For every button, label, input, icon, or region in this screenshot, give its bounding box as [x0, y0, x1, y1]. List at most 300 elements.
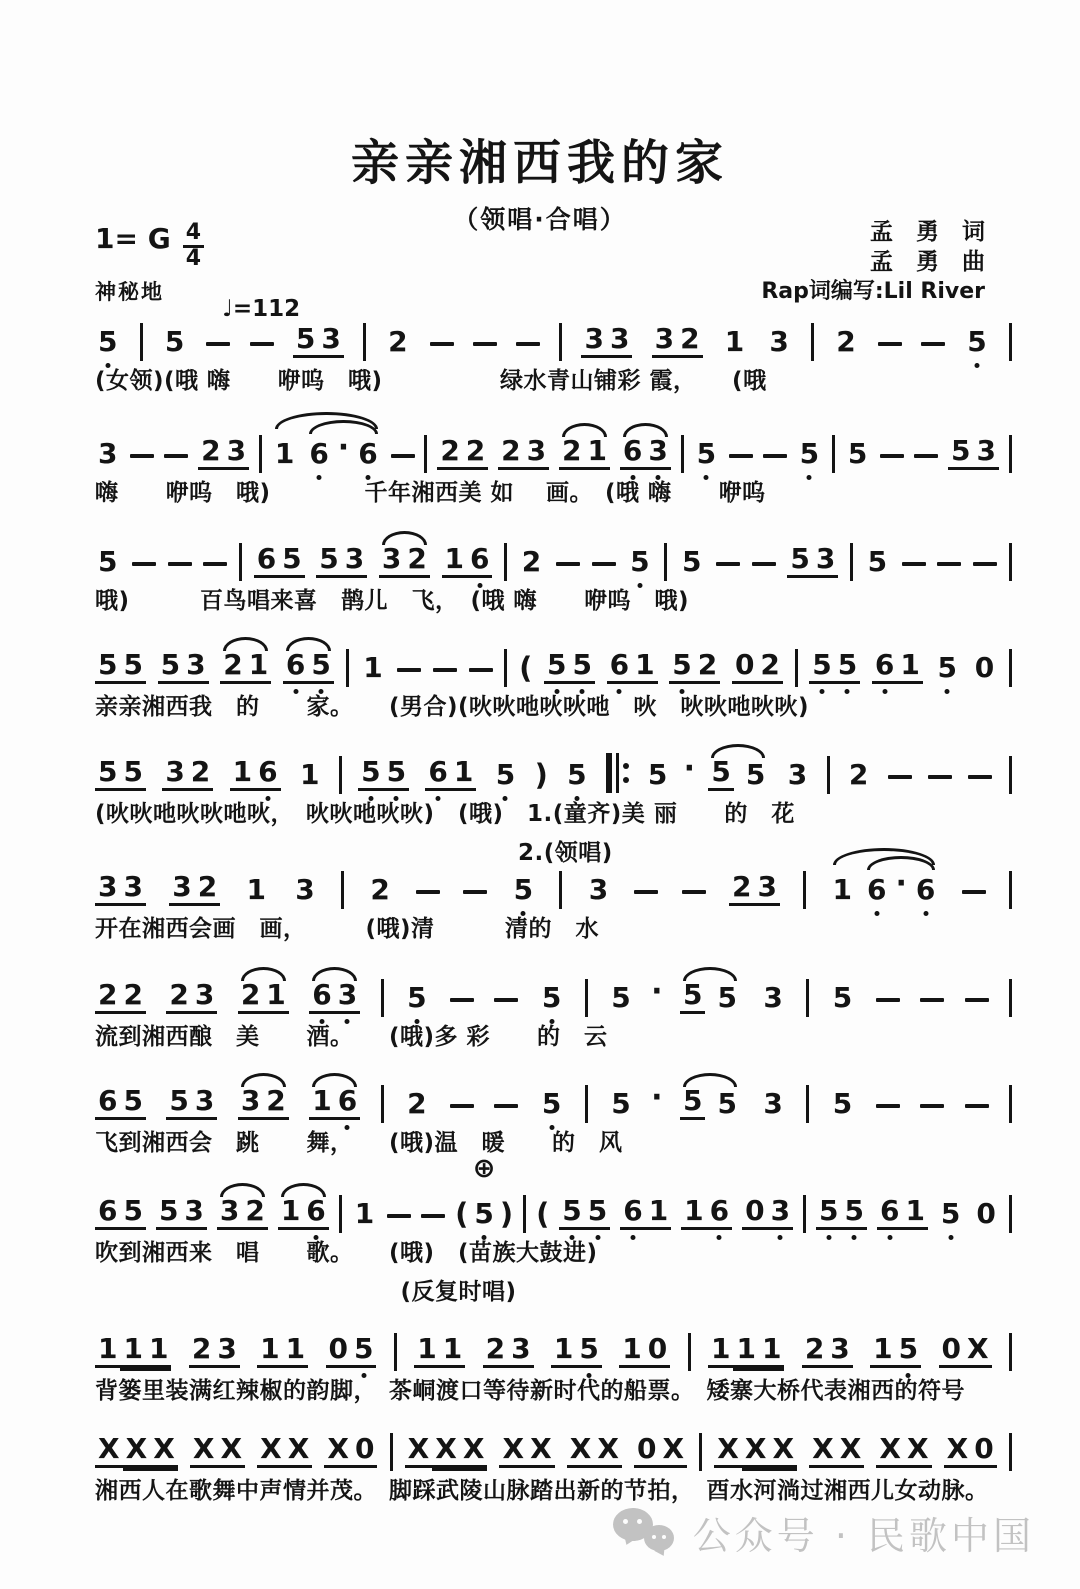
note: 3: [581, 324, 606, 358]
barline: [1009, 871, 1012, 909]
note: 1: [146, 1334, 171, 1368]
note: X: [769, 1434, 797, 1468]
slur-group: [680, 1086, 740, 1120]
duration-dash: [962, 890, 986, 894]
note: 6: [306, 439, 331, 470]
note: 5: [680, 1086, 705, 1120]
note: 5: [166, 1086, 191, 1120]
barline: [259, 435, 262, 473]
beam-group: [680, 980, 705, 1014]
note: 1: [246, 873, 266, 906]
beam-group: [95, 980, 146, 1014]
beam-group: [939, 1334, 992, 1368]
slur-group: [309, 980, 360, 1014]
low-octave-dot: [887, 1235, 892, 1240]
lyrics-line: 流到湘西酿 美 酒。 (哦)多 彩 的 云: [95, 1024, 608, 1050]
beam-group: [944, 1434, 997, 1468]
note: X: [257, 1434, 285, 1468]
barline: [239, 543, 242, 581]
barline: [1009, 1085, 1012, 1123]
beam-group: [189, 1334, 240, 1368]
note: X: [123, 1434, 151, 1468]
note: X: [527, 1434, 555, 1468]
beam-group: [257, 1434, 312, 1468]
note: 3: [787, 758, 808, 791]
note: 1: [451, 757, 476, 791]
beam-group: [156, 1196, 207, 1230]
low-octave-dot: [521, 911, 526, 916]
note: 6: [303, 1196, 328, 1230]
beam-group: [316, 544, 367, 578]
note: 3: [827, 1334, 852, 1368]
low-octave-dot: [778, 1235, 783, 1240]
beam-group: [634, 1434, 687, 1468]
note: 5: [539, 1089, 564, 1120]
beam-group: [830, 1089, 855, 1120]
duration-dash: [968, 775, 992, 779]
note: 3: [652, 324, 677, 358]
note: 5: [120, 1086, 145, 1120]
note: 1: [120, 1334, 145, 1368]
beam-group: [198, 436, 249, 470]
barline: [346, 649, 349, 687]
duration-dash: [416, 890, 440, 894]
low-octave-dot: [974, 363, 979, 368]
note: X: [432, 1434, 460, 1468]
barline: [803, 871, 806, 909]
low-octave-dot: [882, 689, 887, 694]
note: 5: [493, 760, 518, 791]
note: X: [594, 1434, 622, 1468]
duration-dash: [494, 1104, 518, 1108]
note: 5: [293, 324, 318, 358]
note: 5: [559, 1196, 584, 1230]
note: 6: [95, 1196, 120, 1230]
note: 3: [238, 1086, 263, 1120]
barline: [559, 323, 562, 361]
barline: [585, 1085, 588, 1123]
barline: [504, 543, 507, 581]
note: 1: [246, 650, 271, 684]
beam-group: [306, 439, 331, 470]
slur-group: [220, 650, 271, 684]
rap-credit: Rap词编写:Lil River: [761, 278, 985, 304]
note: 5: [511, 875, 536, 906]
note: 5: [681, 545, 702, 578]
note: 5: [471, 1199, 496, 1230]
note: X: [714, 1434, 742, 1468]
note: 1: [95, 1334, 120, 1368]
note: 3: [763, 1087, 783, 1120]
lyrics-line: 亲亲湘西我 的 家。 (男合)(吙吙吔吙吙吔 吙 吙吙吔吙吙): [95, 694, 810, 720]
note: 1: [263, 980, 288, 1014]
barline: [1009, 323, 1012, 361]
barline: [811, 323, 814, 361]
notes-row: [95, 858, 1012, 906]
beam-group: [169, 872, 220, 906]
note: 2: [189, 1334, 214, 1368]
note: 2: [188, 757, 213, 791]
duration-dash: [164, 454, 188, 458]
duration-dash: [132, 562, 156, 566]
beam-group: [608, 1089, 633, 1120]
parenthesis: ): [534, 758, 548, 792]
beam-group: [483, 1334, 534, 1368]
duration-dash: [729, 454, 753, 458]
note: 5: [308, 650, 333, 684]
beam-group: [158, 650, 209, 684]
note: 1: [440, 1334, 465, 1368]
low-octave-dot: [630, 1235, 635, 1240]
low-octave-dot: [587, 1373, 592, 1378]
beam-group: [230, 757, 281, 791]
notes-row: [95, 1420, 1012, 1468]
duration-dash: [203, 562, 227, 566]
low-octave-dot: [361, 1373, 366, 1378]
note: 3: [769, 325, 789, 358]
barline: [390, 1433, 393, 1471]
note: 2: [836, 325, 856, 358]
note: 2: [95, 980, 120, 1014]
beam-group: [519, 547, 544, 578]
note: 1: [354, 1197, 375, 1230]
note: 2: [407, 1087, 427, 1120]
note: 1: [619, 1334, 644, 1368]
lyrics-line: 嗨 咿呜 哦) 千年湘西美 如 画。 (哦 嗨 咿呜: [95, 480, 766, 506]
beam-group: [385, 327, 410, 358]
beam-group: [870, 1334, 921, 1368]
duration-dash: [876, 998, 900, 1002]
barline: [381, 979, 384, 1017]
beam-group: [972, 653, 997, 684]
note: 3: [508, 1334, 533, 1368]
note: 6: [255, 757, 280, 791]
note: X: [405, 1434, 433, 1468]
beam-group: [559, 436, 610, 470]
low-octave-dot: [595, 1235, 600, 1240]
note: 1: [283, 1334, 308, 1368]
note: X: [876, 1434, 904, 1468]
note: 3: [214, 1334, 239, 1368]
beam-group: [973, 1199, 998, 1230]
beam-group: [238, 980, 289, 1014]
beam-group: [379, 544, 430, 578]
note: 1: [832, 873, 853, 906]
low-octave-dot: [482, 1235, 487, 1240]
note: 2: [195, 872, 220, 906]
footer: [613, 1505, 1035, 1560]
note: 2: [559, 436, 584, 470]
note: 5: [647, 758, 668, 791]
duration-dash: [682, 890, 706, 894]
beam-group: [652, 324, 703, 358]
note: 5: [164, 325, 185, 358]
note: 2: [498, 436, 523, 470]
note: 3: [192, 1086, 217, 1120]
beam-group: [722, 327, 747, 358]
dotted-note-dot: ·: [651, 1080, 663, 1115]
note: 5: [809, 650, 834, 684]
note: 6: [620, 436, 645, 470]
note: 1: [278, 1196, 303, 1230]
barline: [559, 871, 562, 909]
parenthesis: ): [499, 1197, 514, 1231]
lyrics-line: 背篓里装满红辣椒的韵脚， 茶峒渡口等待新时代的船票。 矮寨大桥代表湘西的符号: [95, 1378, 965, 1404]
note: 5: [694, 439, 719, 470]
barline: [1009, 649, 1012, 687]
repeat-sign: [606, 753, 629, 793]
notes-row: [95, 1320, 1012, 1368]
beam-group: [190, 1434, 245, 1468]
beam-group: [414, 1334, 465, 1368]
beam-group: [471, 1199, 496, 1230]
music-system: [95, 966, 1012, 1053]
music-system: [95, 310, 1012, 397]
low-octave-dot: [570, 1235, 575, 1240]
music-system: [95, 1182, 1012, 1308]
low-octave-dot: [945, 689, 950, 694]
note: 2: [388, 325, 408, 358]
beam-group: [964, 327, 989, 358]
beam-group: [544, 650, 595, 684]
expression-marking: 神秘地: [95, 280, 164, 304]
beam-group: [766, 327, 791, 358]
note: 2: [198, 436, 223, 470]
beam-group: [681, 1196, 732, 1230]
low-octave-dot: [574, 796, 579, 801]
wechat-icon: [613, 1506, 677, 1560]
note: 2: [263, 1086, 288, 1120]
lyrics-line: (女领)(哦 嗨 咿呜 哦) 绿水青山铺彩 霞， (哦: [95, 368, 767, 394]
credits-block: [761, 218, 985, 306]
low-octave-dot: [319, 1019, 324, 1024]
low-octave-dot: [906, 1373, 911, 1378]
slur-group: [272, 430, 381, 470]
note: 1: [363, 651, 383, 684]
note: 1: [733, 1334, 758, 1368]
note: 5: [279, 544, 304, 578]
beam-group: [797, 439, 822, 470]
note: 2: [802, 1334, 827, 1368]
low-octave-dot: [345, 1125, 350, 1130]
note: 5: [95, 650, 120, 684]
duration-dash: [920, 998, 944, 1002]
beam-group: [217, 1196, 268, 1230]
notes-row: [95, 310, 1012, 358]
note: 3: [335, 980, 360, 1014]
beam-group: [809, 1434, 864, 1468]
lyrics-line: 2.(领唱): [95, 839, 613, 866]
note: 6: [283, 650, 308, 684]
note: 5: [669, 650, 694, 684]
note: 3: [768, 1196, 793, 1230]
note: 2: [677, 324, 702, 358]
barline: [339, 1195, 342, 1233]
duration-dash: [920, 1104, 944, 1108]
beam-group: [760, 1089, 785, 1120]
note: 0: [634, 1434, 659, 1468]
slur-group: [620, 436, 671, 470]
music-system: [95, 422, 1012, 509]
note: 1: [646, 1196, 671, 1230]
note: 5: [120, 757, 145, 791]
notes-row: [95, 743, 1012, 791]
lyrics-line: 湘西人在歌舞中声情并茂。 脚踩武陵山脉踏出新的节拍， 酉水河淌过湘西儿女动脉。: [95, 1478, 989, 1504]
barline: [1009, 543, 1012, 581]
duration-dash: [876, 1104, 900, 1108]
parenthesis: (: [536, 1197, 550, 1231]
beam-group: [437, 436, 488, 470]
duration-dash: [914, 454, 938, 458]
key-signature: [95, 222, 204, 271]
note: 3: [162, 757, 187, 791]
music-system: [95, 1072, 1012, 1159]
low-octave-dot: [503, 796, 508, 801]
duration-dash: [421, 1214, 445, 1218]
low-octave-dot: [105, 363, 110, 368]
note: 5: [158, 650, 183, 684]
note: 3: [120, 872, 145, 906]
time-denominator: 4: [185, 246, 201, 271]
beam-group: [358, 757, 409, 791]
low-octave-dot: [656, 475, 661, 480]
barline: [1009, 1195, 1012, 1233]
account-label: 公众号 · 民歌中国: [692, 1514, 1035, 1558]
notes-row: [95, 636, 1012, 684]
beam-group: [355, 439, 380, 470]
duration-dash: [921, 342, 945, 346]
low-octave-dot: [874, 911, 879, 916]
beam-group: [499, 1434, 554, 1468]
note: 1: [708, 1334, 733, 1368]
slur-group: [830, 866, 939, 906]
note: 1: [897, 650, 922, 684]
note: 2: [757, 650, 782, 684]
note: 0: [326, 1334, 351, 1368]
barline: [523, 1195, 526, 1233]
note: 6: [864, 875, 889, 906]
note: 6: [607, 650, 632, 684]
duration-dash: [928, 775, 952, 779]
beam-group: [404, 983, 429, 1014]
note: 3: [342, 544, 367, 578]
beam-group: [679, 547, 704, 578]
beam-group: [787, 544, 838, 578]
note: 3: [763, 981, 783, 1014]
barline: [688, 1333, 691, 1371]
low-octave-dot: [549, 1125, 554, 1130]
note: 5: [842, 1196, 867, 1230]
note: 5: [745, 758, 766, 791]
notes-row: [95, 530, 1012, 578]
beam-group: [607, 650, 658, 684]
note: X: [660, 1434, 688, 1468]
tempo-marking: ♩=112: [222, 296, 301, 322]
song-title: 亲亲湘西我的家: [350, 135, 729, 191]
duration-dash: [763, 454, 787, 458]
slur-group: [864, 866, 938, 906]
beam-group: [864, 875, 889, 906]
note: 1: [632, 650, 657, 684]
note: 2: [463, 436, 488, 470]
time-signature: [183, 222, 204, 271]
note: 5: [611, 981, 631, 1014]
beam-group: [564, 760, 589, 791]
low-octave-dot: [617, 689, 622, 694]
note: 3: [224, 436, 249, 470]
key-label: 1= G: [95, 222, 171, 255]
low-octave-dot: [580, 689, 585, 694]
barline: [381, 1085, 384, 1123]
slur-group: [379, 544, 430, 578]
beam-group: [238, 1086, 289, 1120]
note: 5: [120, 1196, 145, 1230]
note: 5: [797, 439, 822, 470]
slur-group: [309, 1086, 360, 1120]
note: 2: [238, 980, 263, 1014]
note: 2: [483, 1334, 508, 1368]
low-octave-dot: [394, 796, 399, 801]
barline: [1009, 979, 1012, 1017]
note: 1: [309, 1086, 334, 1120]
note: 2: [437, 436, 462, 470]
beam-group: [714, 1089, 739, 1120]
note: 5: [585, 1196, 610, 1230]
note: 6: [467, 544, 492, 578]
song-subtitle: （领唱·合唱）: [453, 205, 627, 234]
low-octave-dot: [436, 796, 441, 801]
beam-group: [257, 1334, 308, 1368]
note: 5: [832, 1087, 853, 1120]
duration-dash: [130, 454, 154, 458]
beam-group: [511, 875, 536, 906]
note: 6: [707, 1196, 732, 1230]
beam-group: [714, 1434, 797, 1468]
note: 0: [974, 651, 995, 684]
note: X: [190, 1434, 218, 1468]
note: 0: [645, 1334, 670, 1368]
note: 1: [870, 1334, 895, 1368]
lyrics-line: 哦) 百鸟唱来喜 鹊儿 飞， (哦 嗨 咿呜 哦): [95, 588, 690, 614]
beam-group: [309, 980, 360, 1014]
note: 2: [695, 650, 720, 684]
note: 0: [939, 1334, 964, 1368]
beam-group: [935, 653, 960, 684]
note: X: [742, 1434, 770, 1468]
beam-group: [694, 439, 719, 470]
notes-row: [95, 1182, 1012, 1230]
beam-group: [809, 650, 860, 684]
barline: [1009, 756, 1012, 794]
note: 5: [156, 1196, 181, 1230]
low-octave-dot: [368, 796, 373, 801]
duration-dash: [463, 890, 487, 894]
dotted-note-dot: ·: [895, 866, 907, 901]
duration-dash: [473, 342, 497, 346]
beam-group: [620, 1196, 671, 1230]
note: 5: [717, 981, 737, 1014]
composer-credit: 孟 勇 曲: [870, 248, 985, 275]
note: 1: [299, 758, 320, 791]
barline: [795, 649, 798, 687]
note: 5: [564, 760, 589, 791]
beam-group: [352, 1199, 377, 1230]
note: X: [460, 1434, 488, 1468]
beam-group: [708, 757, 733, 791]
beam-group: [760, 983, 785, 1014]
note: 1: [257, 1334, 282, 1368]
note: 5: [539, 983, 564, 1014]
